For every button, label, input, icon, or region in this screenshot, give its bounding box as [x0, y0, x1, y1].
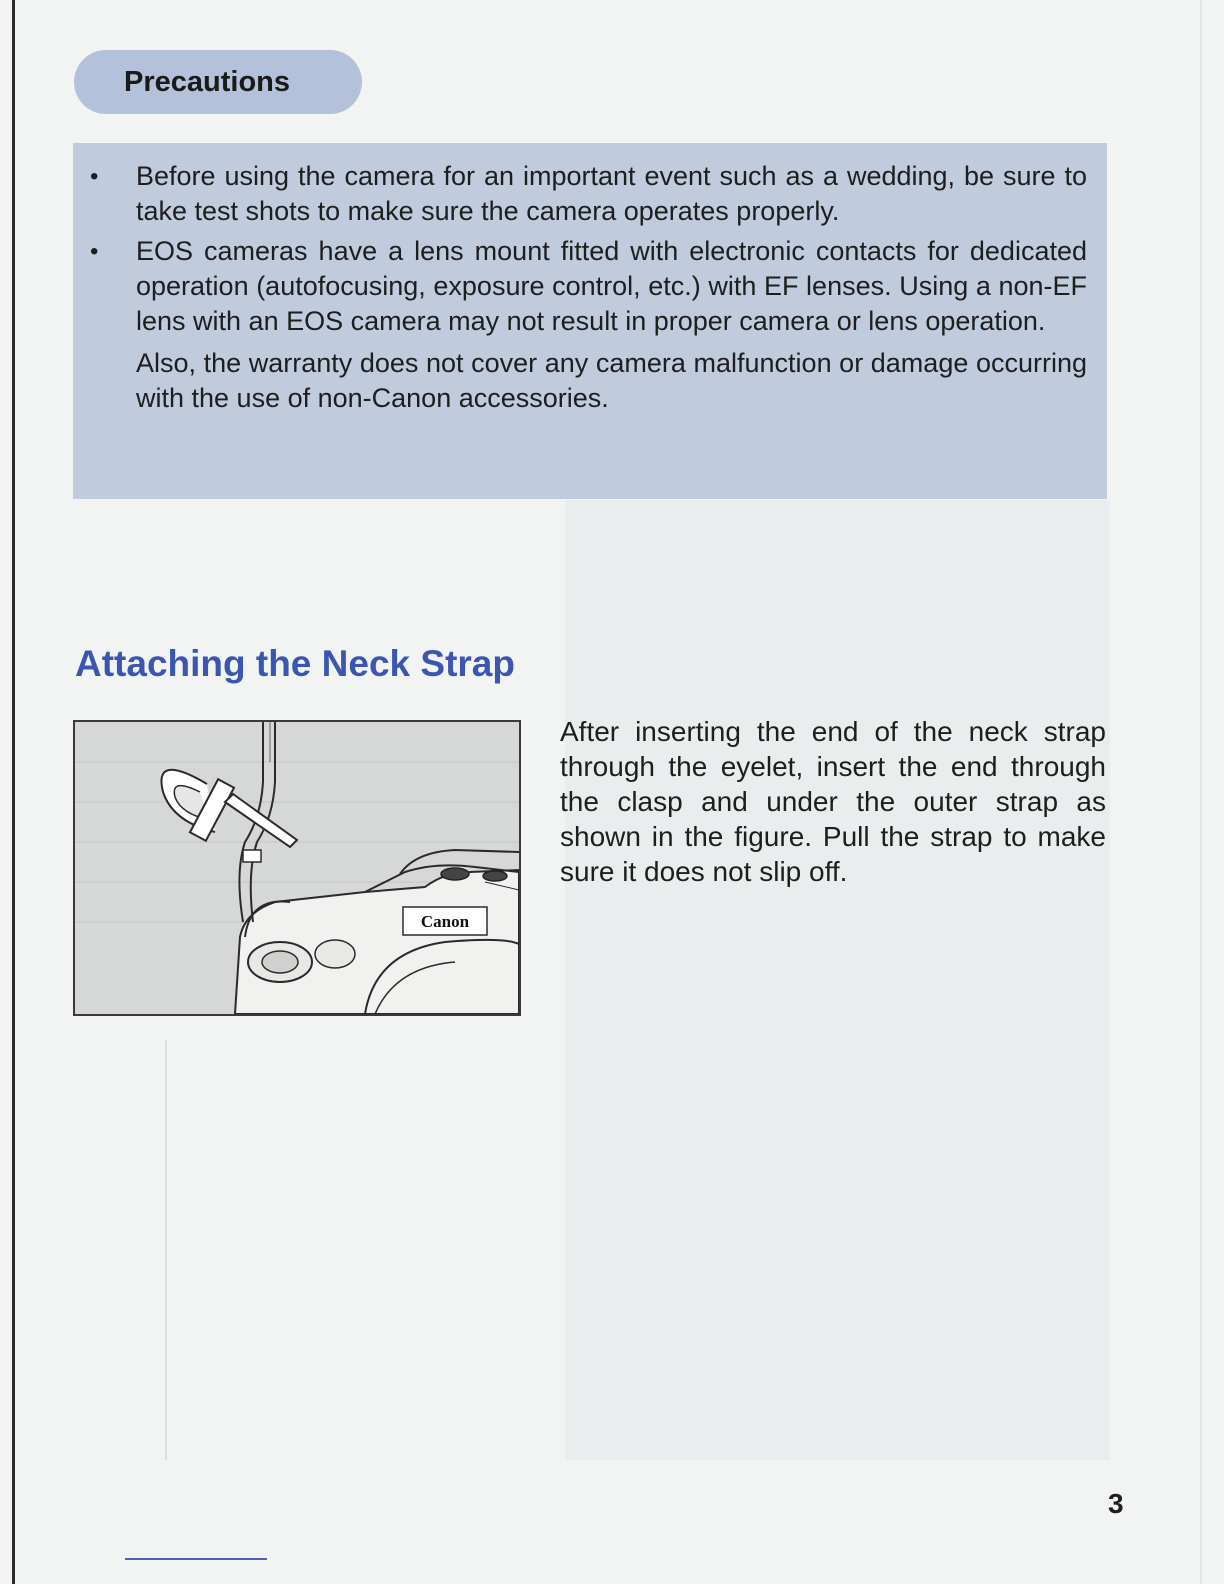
page-number: 3: [1108, 1488, 1124, 1519]
precaution-continuation: [136, 346, 1087, 416]
bullet-icon: •: [90, 238, 99, 265]
precaution-text: EOS cameras have a lens mount fitted with electronic contacts for dedicated operation (autofocusing, exposure control, etc.) with EF lenses. Using a non-EF lens with an EOS camera may not result in proper camera or lens operation.: [136, 236, 1087, 336]
neck-strap-figure: [73, 720, 521, 1016]
show-through-column: [165, 1040, 167, 1460]
footer-rule: [125, 1558, 267, 1560]
section-title: Attaching the Neck Strap: [75, 643, 515, 684]
precautions-box: [73, 143, 1107, 499]
binding-edge: [12, 0, 15, 1584]
camera-strap-illustration: [75, 722, 519, 1014]
precaution-item: [90, 159, 1087, 229]
precaution-text: Also, the warranty does not cover any camera malfunction or damage occurring with the use of non-Canon accessories.: [136, 348, 1087, 413]
precautions-tab: [74, 50, 362, 114]
precautions-title: Precautions: [124, 65, 290, 98]
section-body: After inserting the end of the neck strap through the eyelet, insert the end through the clasp and under the outer strap as shown in the figure. Pull the strap to make sure it does not slip off.: [560, 716, 1106, 887]
precaution-text: Before using the camera for an important event such as a wedding, be sure to take test shots to make sure the camera operates properly.: [136, 161, 1087, 226]
bullet-icon: •: [90, 163, 99, 190]
page-edge: [1200, 0, 1202, 1584]
precaution-item: [90, 234, 1087, 339]
brand-label: Canon: [420, 912, 470, 931]
show-through-region: [565, 500, 1110, 1460]
